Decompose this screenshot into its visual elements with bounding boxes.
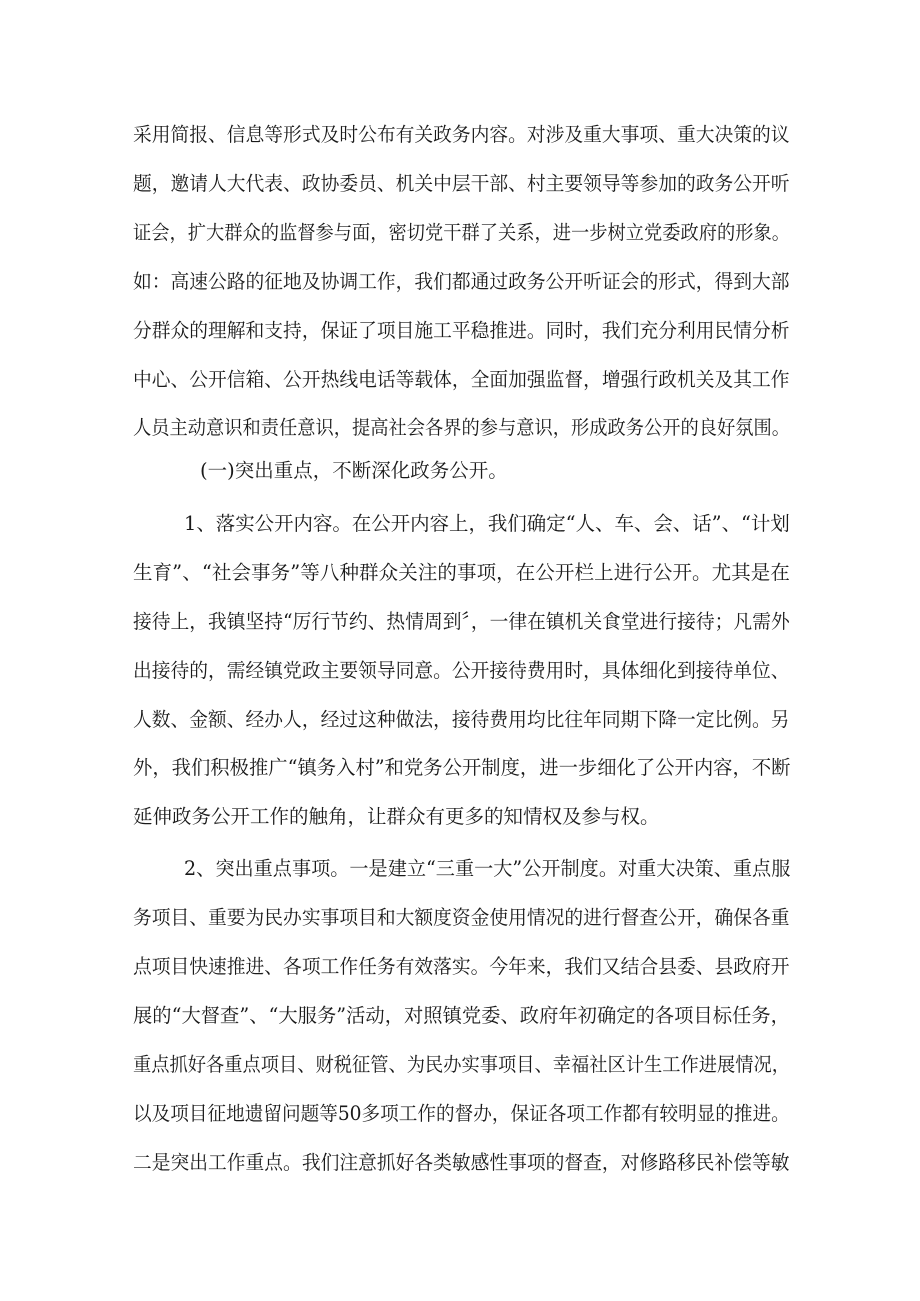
text-line: 接待上，我镇坚持“厉行节约、热情周到〞，一律在镇机关食堂进行接待；凡需外 — [133, 610, 790, 633]
text-line: 人数、金额、经办人，经过这种做法，接待费用均比往年同期下降一定比例。另 — [133, 708, 790, 731]
text-line: 人员主动意识和责任意识，提高社会各界的参与意识，形成政务公开的良好氛围。 — [133, 416, 791, 439]
text-line: 二是突出工作重点。我们注意抓好各类敏感性事项的督查，对修路移民补偿等敏 — [133, 1151, 790, 1174]
text-line: 展的“大督查”、“大服务”活动，对照镇党委、政府年初确定的各项目标任务， — [133, 1004, 790, 1027]
text-line: 中心、公开信箱、公开热线电话等载体，全面加强监督，增强行政机关及其工作 — [133, 368, 790, 391]
text-line: 采用简报、信息等形式及时公布有关政务内容。对涉及重大事项、重大决策的议 — [133, 123, 790, 146]
text-line: 出接待的，需经镇党政主要领导同意。公开接待费用时，具体细化到接待单位、 — [133, 659, 790, 682]
text-line: 分群众的理解和支持，保证了项目施工平稳推进。同时，我们充分利用民情分析 — [133, 319, 790, 342]
text-line: 点项目快速推进、各项工作任务有效落实。今年来，我们又结合县委、县政府开 — [133, 955, 790, 978]
text-line: 题，邀请人大代表、政协委员、机关中层干部、村主要领导等参加的政务公开听 — [133, 172, 790, 195]
text-line: 以及项目征地遗留问题等50多项工作的督办，保证各项工作都有较明显的推进。 — [133, 1102, 790, 1125]
text-line: 生育”、“社会事务”等八种群众关注的事项，在公开栏上进行公开。尤其是在 — [133, 561, 790, 584]
text-line: 延伸政务公开工作的触角，让群众有更多的知情权及参与权。 — [133, 805, 660, 828]
text-line: 外，我们积极推广“镇务入村”和党务公开制度，进一步细化了公开内容，不断 — [133, 756, 791, 779]
text-line: 如：高速公路的征地及协调工作，我们都通过政务公开听证会的形式，得到大部 — [133, 270, 790, 293]
text-line: 2、突出重点事项。一是建立“三重一大”公开制度。对重大决策、重点服 — [184, 857, 791, 880]
text-line: 证会，扩大群众的监督参与面，密切党干群了关系，进一步树立党委政府的形象。 — [133, 221, 791, 244]
text-line: 务项目、重要为民办实事项目和大额度资金使用情况的进行督查公开，确保各重 — [133, 906, 790, 929]
text-line: 1、落实公开内容。在公开内容上，我们确定“人、车、会、话”、“计划 — [184, 512, 790, 535]
text-line: 重点抓好各重点项目、财税征管、为民办实事项目、幸福社区计生工作进展情况， — [133, 1053, 791, 1076]
section-heading: (一)突出重点，不断深化政务公开。 — [200, 459, 508, 482]
